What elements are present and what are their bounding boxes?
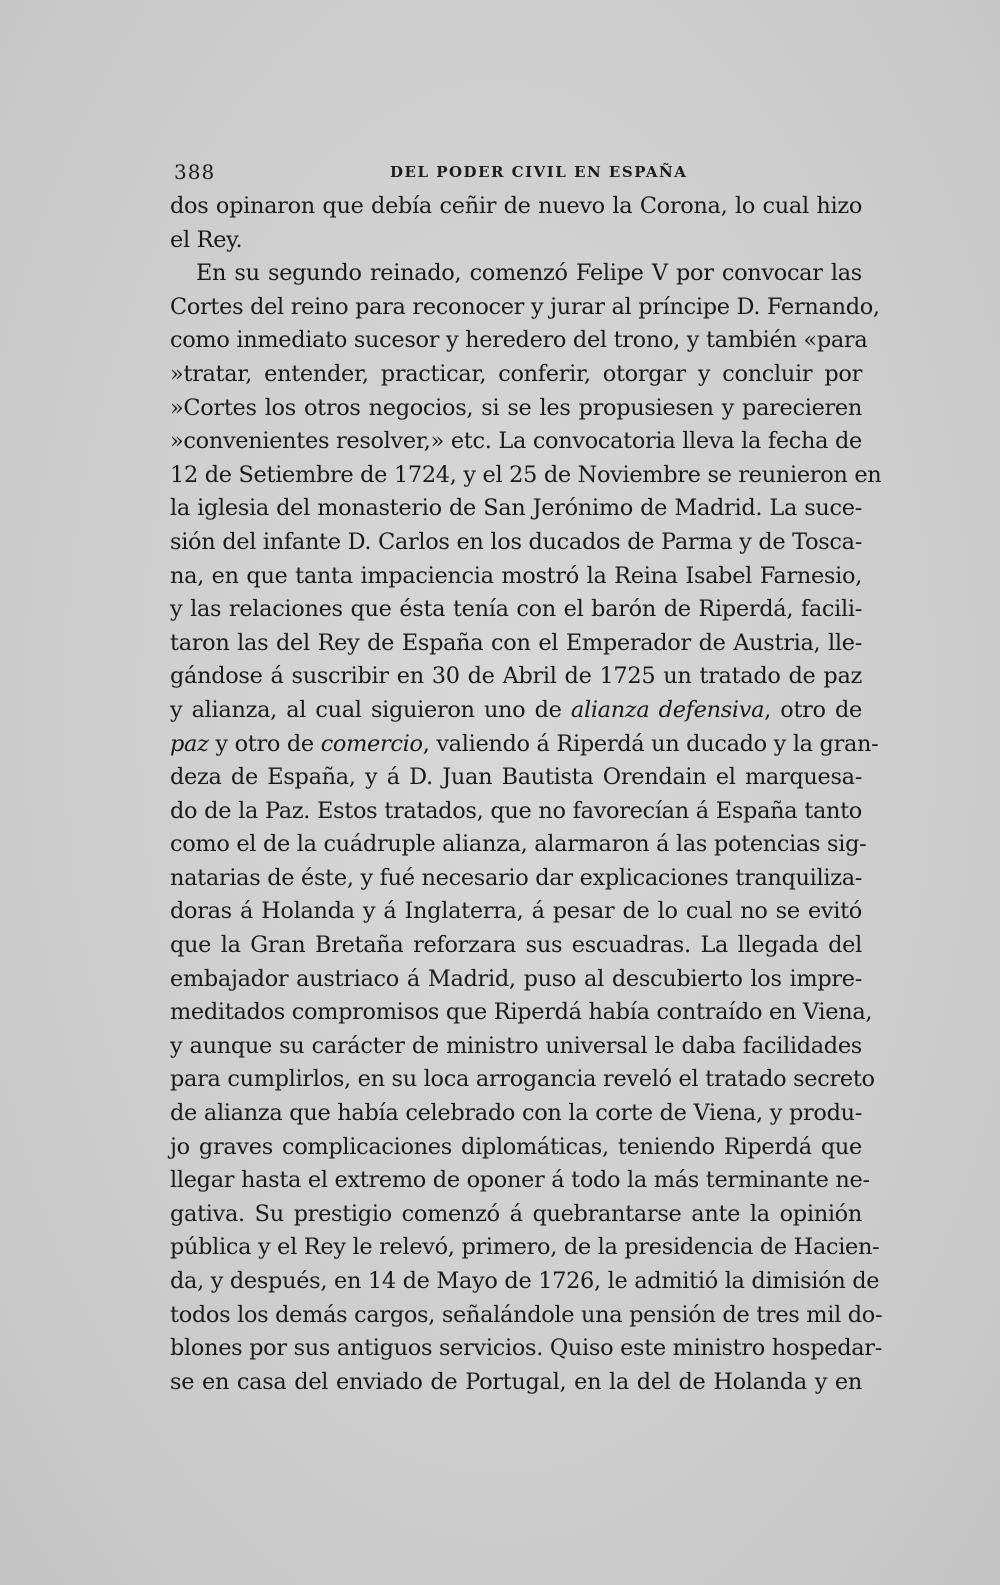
text-line: embajador austriaco á Madrid, puso al descubierto los impre- [170,965,862,992]
text-line-mixed [170,694,862,728]
text-line: que la Gran Bretaña reforzara sus escuadras. La llegada del [170,932,862,959]
text-line: jo graves complicaciones diplomáticas, teniendo Riperdá que [170,1133,862,1160]
text-line: gativa. Su prestigio comenzó á quebrantarse ante la opinión [170,1200,862,1227]
page-number: 388 [174,160,216,184]
text-line: deza de España, y á D. Juan Bautista Orendain el marquesa- [170,764,862,791]
italic-term: comercio [320,730,423,757]
text-line: Cortes del reino para reconocer y jurar al príncipe D. Fernando, [170,293,880,320]
italic-term: alianza defensiva [570,696,765,723]
text-line: pública y el Rey le relevó, primero, de la presidencia de Hacien- [170,1234,880,1261]
text-line: y aunque su carácter de ministro universal le daba facilidades [170,1032,862,1059]
text-line: 12 de Setiembre de 1724, y el 25 de Noviembre se reunieron en [170,461,882,488]
body-text [170,190,883,1399]
text-line: blones por sus antiguos servicios. Quiso este ministro hospedar- [170,1335,882,1362]
text-segment: , otro de [764,696,862,723]
text-line: llegar hasta el extremo de oponer á todo la más terminante ne- [170,1167,870,1194]
text-line: meditados compromisos que Riperdá había contraído en Viena, [170,999,873,1026]
text-line: »Cortes los otros negocios, si se les propusiesen y parecieren [170,394,862,421]
page-header [174,160,864,184]
running-head: DEL PODER CIVIL EN ESPAÑA [390,163,688,181]
text-line: de alianza que había celebrado con la corte de Viena, y produ- [170,1100,862,1127]
text-line: »convenientes resolver,» etc. La convocatoria lleva la fecha de [170,428,862,455]
text-line: do de la Paz. Estos tratados, que no favorecían á España tanto [170,797,862,824]
text-line: para cumplirlos, en su loca arrogancia reveló el tratado secreto [170,1066,875,1093]
text-line: como el de la cuádruple alianza, alarmaron á las potencias sig- [170,831,867,858]
italic-term: paz [170,730,209,757]
text-line: la iglesia del monasterio de San Jerónimo de Madrid. La suce- [170,495,862,522]
text-line: taron las del Rey de España con el Emperador de Austria, lle- [170,629,862,656]
text-line: y las relaciones que ésta tenía con el barón de Riperdá, facili- [170,596,862,623]
text-segment: , valiendo á Riperdá un ducado y la gran- [422,730,879,757]
text-line: »tratar, entender, practicar, conferir, otorgar y concluir por [170,360,862,387]
text-line: el Rey. [170,226,243,253]
text-line: todos los demás cargos, señalándole una pensión de tres mil do- [170,1301,883,1328]
text-line: gándose á suscribir en 30 de Abril de 1725 un tratado de paz [170,663,862,690]
text-segment: y alianza, al cual siguieron uno de [170,696,562,723]
text-line: En su segundo reinado, comenzó Felipe V por convocar las [196,260,862,287]
text-line: da, y después, en 14 de Mayo de 1726, le admitió la dimisión de [170,1268,880,1294]
text-line: natarias de éste, y fué necesario dar explicaciones tranquiliza- [170,864,863,891]
text-line: como inmediato sucesor y heredero del trono, y también «para [170,327,868,354]
text-line-mixed [170,728,879,762]
text-line: se en casa del enviado de Portugal, en la del de Holanda y en [170,1368,862,1395]
text-line: sión del infante D. Carlos en los ducados de Parma y de Tosca- [170,528,862,555]
text-line: na, en que tanta impaciencia mostró la Reina Isabel Farnesio, [170,562,862,589]
text-line: doras á Holanda y á Inglaterra, á pesar de lo cual no se evitó [170,898,862,925]
text-line: dos opinaron que debía ceñir de nuevo la Corona, lo cual hizo [170,193,862,219]
text-segment: y otro de [215,730,314,757]
